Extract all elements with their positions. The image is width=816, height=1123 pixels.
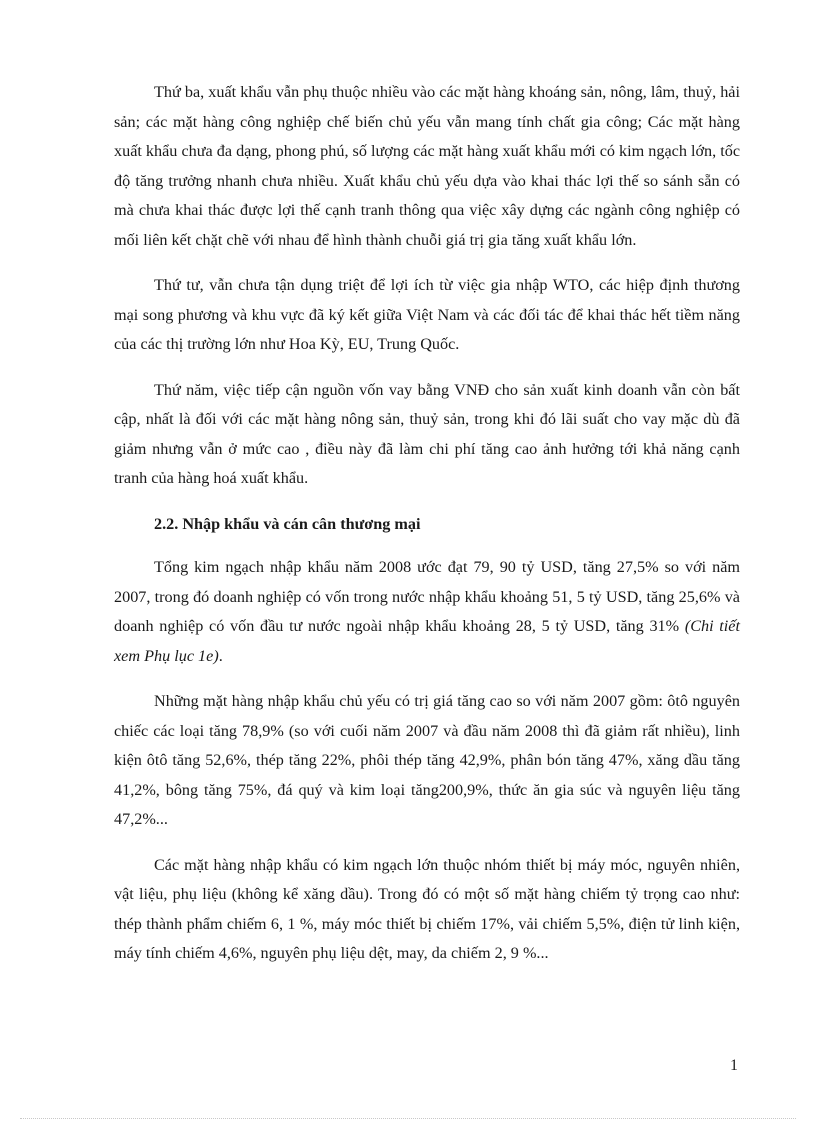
document-body (114, 78, 740, 985)
paragraph-third-point: Thứ ba, xuất khẩu vẫn phụ thuộc nhiều vào các mặt hàng khoáng sản, nông, lâm, thuỷ, hải sản; các mặt hàng công nghiệp chế biến chủ yếu vẫn mang tính chất gia công; Các mặt hàng xuất khẩu chưa đa dạng, phong phú, số lượng các mặt hàng xuất khẩu mới có kim ngạch lớn, tốc độ tăng trưởng nhanh chưa nhiều. Xuất khẩu chủ yếu dựa vào khai thác lợi thế so sánh sẵn có mà chưa khai thác được lợi thế cạnh tranh thông qua việc xây dựng các ngành công nghiệp có mối liên kết chặt chẽ với nhau để hình thành chuỗi giá trị gia tăng xuất khẩu lớn. (114, 83, 740, 249)
page-number: 1 (730, 1057, 738, 1074)
paragraph-large-import-groups: Các mặt hàng nhập khẩu có kim ngạch lớn thuộc nhóm thiết bị máy móc, nguyên nhiên, vật liệu, phụ liệu (không kể xăng dầu). Trong đó có một số mặt hàng chiếm tỷ trọng cao như: thép thành phẩm chiếm 6, 1 %, máy móc thiết bị chiếm 17%, vải chiếm 5,5%, điện tử linh kiện, máy tính chiếm 4,6%, nguyên phụ liệu dệt, may, da chiếm 2, 9 %... (114, 855, 740, 962)
paragraph-key-imports: Những mặt hàng nhập khẩu chủ yếu có trị giá tăng cao so với năm 2007 gồm: ôtô nguyên chiếc các loại tăng 78,9% (so với cuối năm 2007 và đầu năm 2008 thì đã giảm rất nhiều), linh kiện ôtô tăng 52,6%, thép tăng 22%, phôi thép tăng 42,9%, phân bón tăng 47%, xăng dầu tăng 41,2%, bông tăng 75%, đá quý và kim loại tăng200,9%, thức ăn gia súc và nguyên liệu tăng 47,2%... (114, 692, 740, 828)
paragraph-fifth-point: Thứ năm, việc tiếp cận nguồn vốn vay bằng VNĐ cho sản xuất kinh doanh vẫn còn bất cập, nhất là đối với các mặt hàng nông sản, thuỷ sản, trong khi đó lãi suất cho vay mặc dù đã giảm nhưng vẫn ở mức cao , điều này đã làm chi phí tăng cao ảnh hưởng tới khả năng cạnh tranh của hàng hoá xuất khẩu. (114, 380, 740, 487)
appendix-reference: (Chi tiết xem Phụ lục 1e) (114, 617, 740, 665)
page-bottom-divider (20, 1118, 796, 1119)
import-total-tail: . (218, 646, 223, 665)
paragraph-fourth-point: Thứ tư, vẫn chưa tận dụng triệt để lợi ích từ việc gia nhập WTO, các hiệp định thương mại song phương và khu vực đã ký kết giữa Việt Nam và các đối tác để khai thác hết tiềm năng của các thị trường lớn như Hoa Kỳ, EU, Trung Quốc. (114, 276, 740, 353)
section-heading: 2.2. Nhập khẩu và cán cân thương mại (154, 514, 421, 533)
paragraph-import-total (114, 553, 740, 671)
import-total-text: Tổng kim ngạch nhập khẩu năm 2008 ước đạt 79, 90 tỷ USD, tăng 27,5% so với năm 2007, trong đó doanh nghiệp có vốn trong nước nhập khẩu khoảng 51, 5 tỷ USD, tăng 25,6% và doanh nghiệp có vốn đầu tư nước ngoài nhập khẩu khoảng 28, 5 tỷ USD, tăng 31% (114, 558, 740, 635)
